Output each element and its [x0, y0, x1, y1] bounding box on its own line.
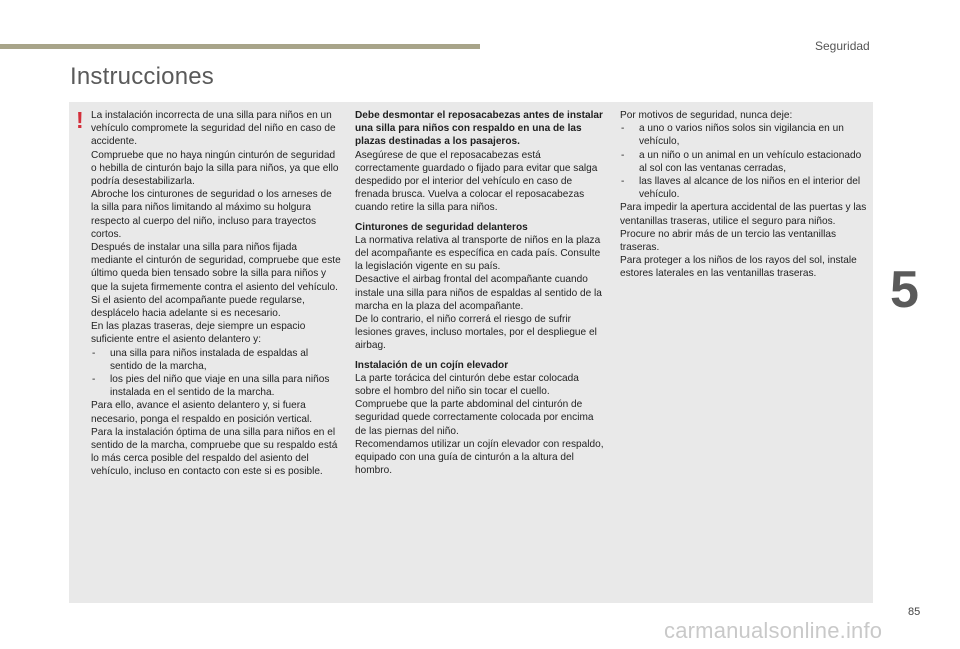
subheading: Debe desmontar el reposacabezas antes de instalar una silla para niños con respaldo en una de las plazas destinadas a los pasajeros.	[355, 110, 603, 148]
paragraph: En las plazas traseras, deje siempre un espacio suficiente entre el asiento delantero y:	[91, 321, 306, 346]
paragraph: Para proteger a los niños de los rayos del sol, instale estores laterales en las ventanillas traseras.	[620, 255, 857, 280]
subheading: Instalación de un cojín elevador	[355, 359, 509, 371]
paragraph: Procure no abrir más de un tercio las ventanillas traseras.	[620, 228, 837, 254]
paragraph: Desactive el airbag frontal del acompañante cuando instale una silla para niños de espaldas al sentido de la marcha en la plaza del acompañante.	[355, 274, 602, 312]
paragraph: Abroche los cinturones de seguridad o los arneses de la silla para niños limitando al máximo su holgura respecto al cuerpo del niño, incluso para trayectos cortos.	[91, 189, 332, 240]
list-item: - a uno o varios niños solos sin vigilancia en un vehículo,	[620, 122, 868, 148]
warning-exclamation-icon: !	[76, 107, 84, 133]
paragraph: Recomendamos utilizar un cojín elevador con respaldo, equipado con una guía de cinturón a la altura del hombro.	[355, 438, 604, 477]
paragraph: La parte torácica del cinturón debe estar colocada sobre el hombro del niño sin tocar el cuello.	[355, 372, 579, 398]
paragraph: Compruebe que la parte abdominal del cinturón de seguridad quede correctamente colocada por encima de las piernas del niño.	[355, 399, 594, 437]
chapter-number: 5	[890, 261, 919, 319]
subheading: Cinturones de seguridad delanteros	[355, 221, 528, 233]
section-header: Seguridad	[815, 39, 870, 53]
paragraph: Para ello, avance el asiento delantero y, si fuera necesario, ponga el respaldo en posición vertical.	[91, 400, 313, 425]
page-number: 85	[908, 606, 921, 618]
column-left	[91, 109, 341, 479]
dash-list	[620, 122, 868, 201]
paragraph: Por motivos de seguridad, nunca deje:	[620, 110, 793, 121]
paragraph: Después de instalar una silla para niños fijada mediante el cinturón de seguridad, compruebe que este último queda bien tensado sobre la silla para niños y que la sujeta firmemente contra el asiento del vehículo. Si el asiento del acompañante puede regularse, desplácelo hacia adelante si es necesario.	[91, 242, 341, 320]
list-item: - una silla para niños instalada de espaldas al sentido de la marcha,	[91, 347, 341, 373]
paragraph: Para la instalación óptima de una silla para niños en el sentido de la marcha, compruebe que su respaldo está lo más cerca posible del respaldo del asiento del vehículo, incluso en contacto con este si es posible.	[91, 426, 338, 478]
list-item: - a un niño o un animal en un vehículo estacionado al sol con las ventanas cerradas,	[620, 149, 868, 175]
paragraph: Asegúrese de que el reposacabezas está correctamente guardado o fijado para evitar que salga despedido por el interior del vehículo en caso de frenada brusca. Vuelva a colocar el reposacabezas cuando retire la silla para niños.	[355, 149, 598, 214]
paragraph: De lo contrario, el niño correrá el riesgo de sufrir lesiones graves, incluso mortales, por el despliegue el airbag.	[355, 314, 597, 352]
paragraph: La normativa relativa al transporte de niños en la plaza del acompañante es específica en cada país. Consulte la legislación vigente en su país.	[355, 234, 601, 273]
paragraph: Compruebe que no haya ningún cinturón de seguridad o hebilla de cinturón bajo la silla para niños, ya que ello podría desestabilizarla.	[91, 149, 339, 188]
page-title: Instrucciones	[70, 63, 214, 90]
column-right	[620, 109, 868, 281]
dash-list	[91, 347, 341, 400]
paragraph: La instalación incorrecta de una silla para niños en un vehículo compromete la seguridad del niño en caso de accidente.	[91, 110, 336, 148]
column-middle	[355, 109, 605, 477]
list-item: - las llaves al alcance de los niños en el interior del vehículo.	[620, 175, 868, 201]
paragraph: Para impedir la apertura accidental de las puertas y las ventanillas traseras, utilice el seguro para niños.	[620, 202, 867, 227]
list-item: - los pies del niño que viaje en una silla para niños instalada en el sentido de la marcha.	[91, 373, 341, 399]
header-accent-bar	[0, 44, 480, 49]
watermark: carmanualsonline.info	[664, 618, 883, 643]
